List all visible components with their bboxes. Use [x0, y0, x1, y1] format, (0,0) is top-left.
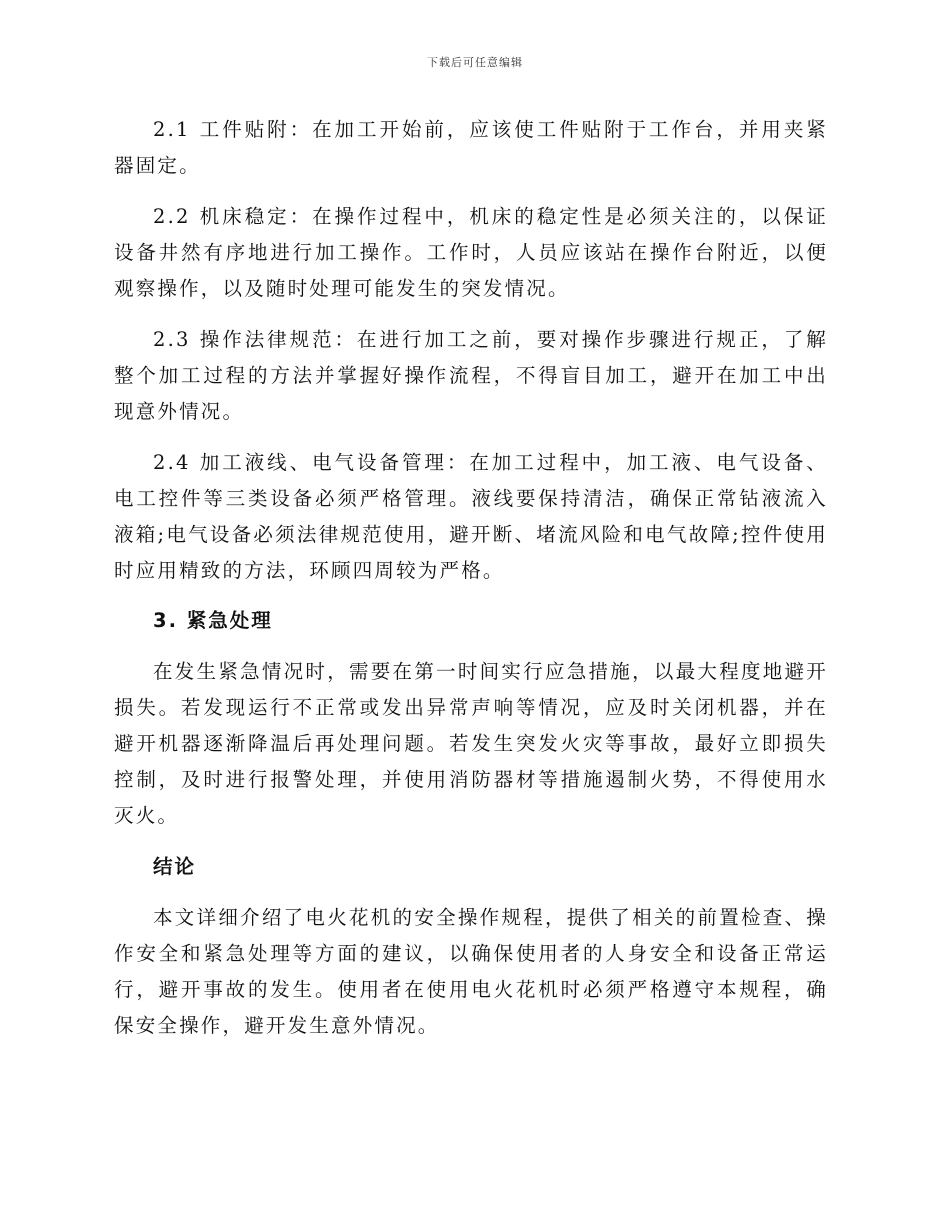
paragraph-2-1: 2.1 工件贴附：在加工开始前，应该使工件贴附于工作台，并用夹紧器固定。	[114, 118, 828, 177]
paragraph-2-2: 2.2 机床稳定：在操作过程中，机床的稳定性是必须关注的，以保证设备井然有序地进行加工操作。工作时，人员应该站在操作台附近，以便观察操作，以及随时处理可能发生的突发情况。	[114, 205, 828, 300]
document-body	[114, 112, 828, 1059]
paragraph-emergency: 在发生紧急情况时，需要在第一时间实行应急措施，以最大程度地避开损失。若发现运行不正常或发出异常声响等情况，应及时关闭机器，并在避开机器逐渐降温后再处理问题。若发生突发火灾等事故，最好立即损失控制，及时进行报警处理，并使用消防器材等措施遏制火势，不得使用水灭火。	[114, 660, 828, 827]
paragraph-2-3: 2.3 操作法律规范：在进行加工之前，要对操作步骤进行规正，了解整个加工过程的方法并掌握好操作流程，不得盲目加工，避开在加工中出现意外情况。	[114, 328, 828, 423]
paragraph-conclusion: 本文详细介绍了电火花机的安全操作规程，提供了相关的前置检查、操作安全和紧急处理等方面的建议，以确保使用者的人身安全和设备正常运行，避开事故的发生。使用者在使用电火花机时必须严格遵守本规程，确保安全操作，避开发生意外情况。	[114, 906, 828, 1037]
page-header: 下载后可任意编辑	[427, 56, 523, 69]
section-heading-conclusion: 结论	[153, 855, 197, 878]
paragraph-2-4: 2.4 加工液线、电气设备管理：在加工过程中，加工液、电气设备、电工控件等三类设备必须严格管理。液线要保持清洁，确保正常钻液流入液箱;电气设备必须法律规范使用，避开断、堵流风险和电气故障;控件使用时应用精致的方法，环顾四周较为严格。	[114, 451, 828, 582]
section-heading-emergency: 3. 紧急处理	[153, 609, 273, 632]
